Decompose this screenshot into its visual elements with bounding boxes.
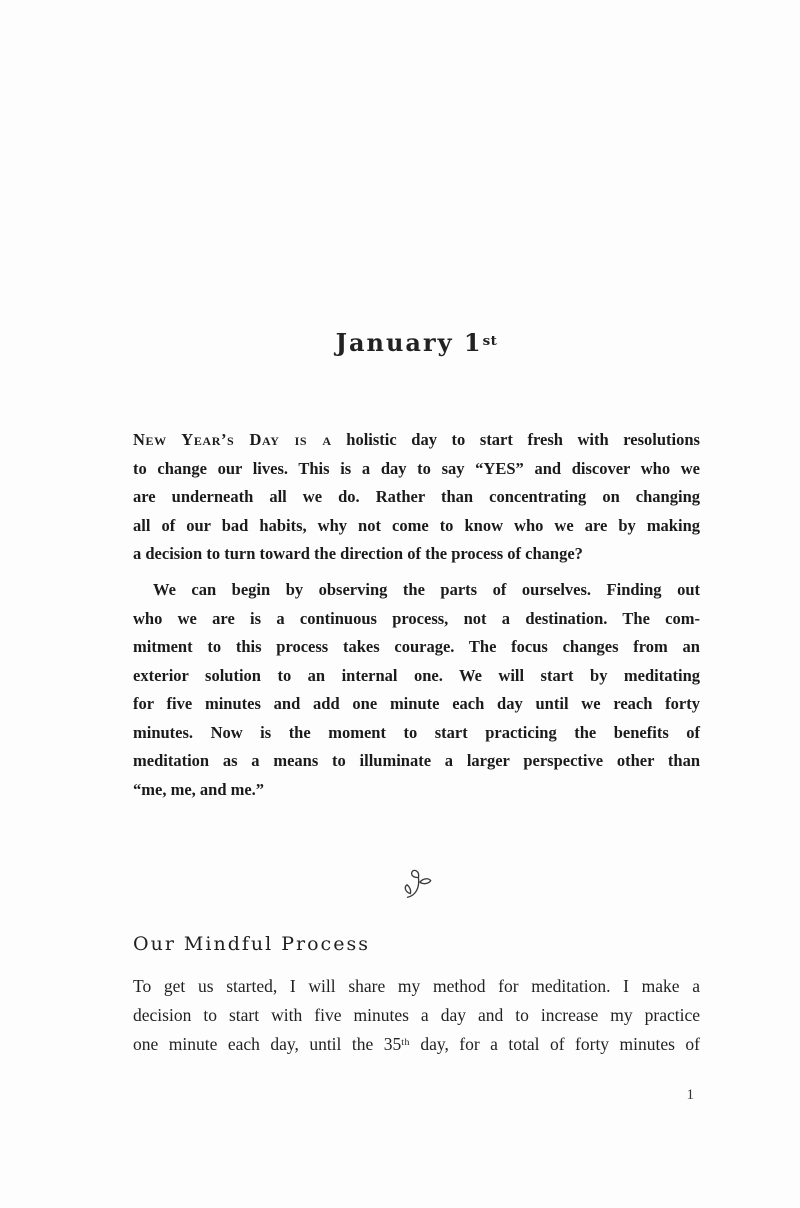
text-line xyxy=(133,426,700,455)
text-line: are underneath all we do. Rather than concentrating on changing xyxy=(133,487,700,506)
ordinal-superscript: th xyxy=(401,1037,410,1049)
text-line: a decision to turn toward the direction of the process of change? xyxy=(133,544,583,563)
text-line xyxy=(133,1030,700,1062)
leaf-sprig-icon xyxy=(400,866,434,904)
paragraph-opening xyxy=(133,426,700,569)
text-line: meditation as a means to illuminate a larger perspective other than xyxy=(133,751,700,770)
page-title-text: January 1 xyxy=(335,328,483,357)
page-title xyxy=(133,326,700,364)
small-caps-lead: New Year’s Day is a xyxy=(133,430,332,449)
text-line: minutes. Now is the moment to start practicing the benefits of xyxy=(133,722,700,742)
line-rest: holistic day to start fresh with resolutions xyxy=(331,430,700,449)
text-line: decision to start with five minutes a day and to increase my practice xyxy=(133,1005,700,1025)
text-line: We can begin by observing the parts of ourselves. Finding out xyxy=(153,580,700,599)
paragraph-method xyxy=(133,972,700,1062)
text-line: exterior solution to an internal one. We will start by meditating xyxy=(133,665,700,685)
text-line: mitment to this process takes courage. The focus changes from an xyxy=(133,637,700,656)
section-heading: Our Mindful Process xyxy=(133,933,370,955)
text-line: all of our bad habits, why not come to know who we are by making xyxy=(133,515,700,535)
line-post: day, for a total of forty minutes of xyxy=(409,1034,700,1054)
page-number: 1 xyxy=(686,1087,694,1103)
text-line: who we are is a continuous process, not a destination. The com- xyxy=(133,608,700,628)
text-line: To get us started, I will share my method for meditation. I make a xyxy=(133,976,700,996)
text-line: to change our lives. This is a day to say “YES” and discover who we xyxy=(133,458,700,478)
text-line: for five minutes and add one minute each day until we reach forty xyxy=(133,694,700,713)
page-title-superscript: st xyxy=(482,332,498,349)
section-divider xyxy=(133,866,700,906)
line-pre: one minute each day, until the 35 xyxy=(133,1034,402,1054)
paragraph-second xyxy=(133,576,700,804)
text-line: “me, me, and me.” xyxy=(133,779,265,799)
